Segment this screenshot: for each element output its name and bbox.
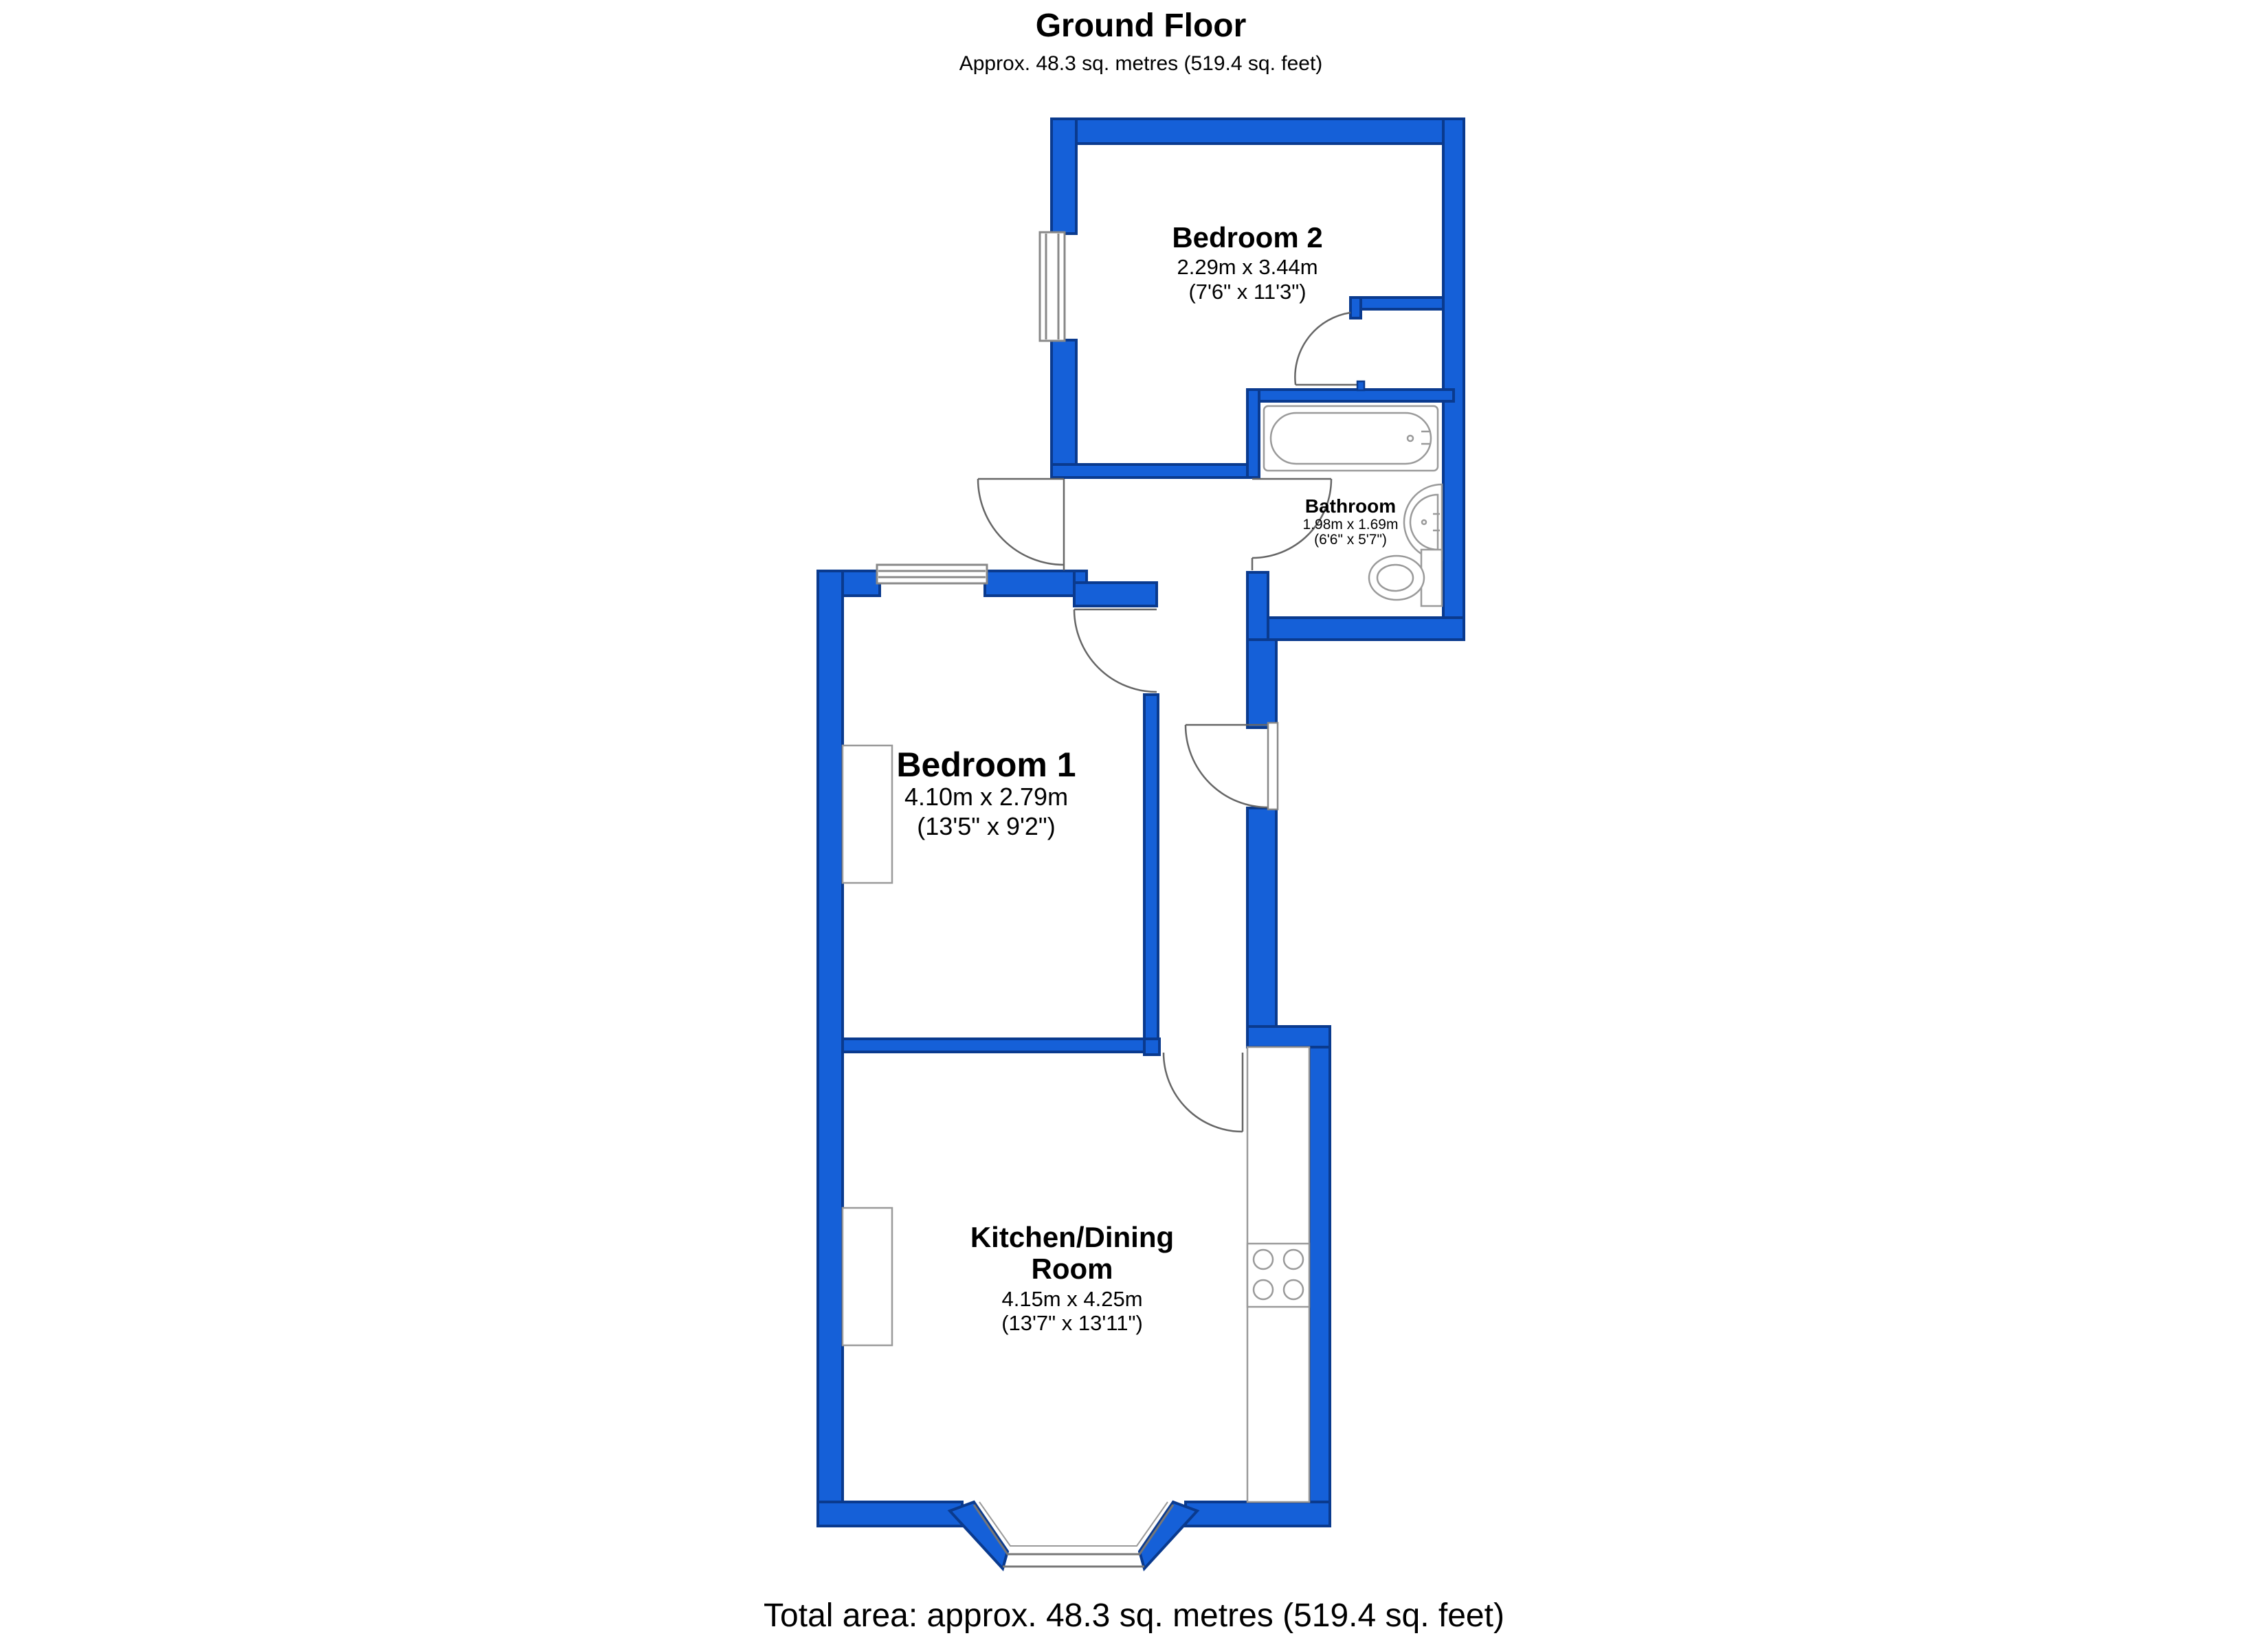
wall-closet-stub — [1350, 298, 1361, 318]
wall-bedroom2-left-lower — [1052, 340, 1076, 478]
wall-bath-top — [1247, 390, 1454, 401]
hob-ring-icon — [1284, 1250, 1303, 1269]
window-bedroom2-left — [1040, 232, 1065, 341]
room-dimensions-metric: 4.15m x 4.25m — [1001, 1287, 1143, 1311]
room-dimensions-imperial: (13'5" x 9'2") — [917, 812, 1056, 840]
plan-subtitle: Approx. 48.3 sq. metres (519.4 sq. feet) — [959, 52, 1323, 75]
room-dimensions-imperial: (6'6" x 5'7") — [1314, 532, 1387, 548]
room-dimensions-metric: 2.29m x 3.44m — [1177, 255, 1318, 279]
wall-b1-right — [1144, 695, 1158, 1052]
wall-kitchen-bottom-left — [818, 1502, 962, 1526]
room-dimensions-imperial: (13'7" x 13'11") — [1001, 1311, 1143, 1335]
window-bedroom1-top — [877, 565, 987, 583]
room-name-line2: Room — [1031, 1253, 1113, 1285]
room-label-bedroom2 — [1172, 221, 1322, 304]
hob-ring-icon — [1254, 1280, 1273, 1299]
kitchen-chimney-breast — [843, 1208, 892, 1345]
door-bedroom2-closet — [1295, 313, 1350, 385]
room-name: Bedroom 2 — [1172, 221, 1323, 254]
total-area: Total area: approx. 48.3 sq. metres (519.4 sq. feet) — [764, 1597, 1504, 1634]
wall-corridor-right-upper — [1247, 572, 1268, 640]
windows — [877, 232, 1065, 583]
wall-bedroom2-closet — [1350, 298, 1443, 309]
wall-corridor-right — [1247, 640, 1276, 728]
wall-bedroom2-right — [1443, 119, 1464, 640]
door-bedroom1 — [1074, 609, 1157, 692]
room-name: Bathroom — [1304, 495, 1397, 517]
wall-kitchen-bottom-right — [1186, 1502, 1330, 1526]
wall-b1-top-stub2 — [1074, 583, 1157, 606]
door-corridor-cupboard — [1186, 725, 1268, 807]
wall-b1-bottom-stub — [1144, 1039, 1159, 1055]
door-entrance — [978, 479, 1064, 565]
room-dimensions-metric: 4.10m x 2.79m — [904, 783, 1069, 811]
bedroom1-wardrobe — [843, 745, 892, 883]
wall-bedroom2-left-upper — [1052, 119, 1076, 234]
bay-window — [950, 1502, 1197, 1569]
wall-bedroom2-top — [1052, 119, 1464, 144]
room-label-bedroom1 — [896, 745, 1076, 840]
wall-b1-bottom — [843, 1039, 1158, 1052]
wall-b1-top-right — [985, 571, 1074, 596]
wall-bath-bottom — [1258, 618, 1464, 640]
plan-title: Ground Floor — [1035, 8, 1247, 44]
room-label-kitchen — [970, 1221, 1174, 1335]
wall-kitchen-right — [1309, 1027, 1330, 1526]
room-label-bathroom — [1303, 495, 1399, 548]
room-name: Bedroom 1 — [896, 745, 1076, 784]
wall-bath-left-upper — [1247, 390, 1259, 478]
hob-ring-icon — [1254, 1250, 1273, 1269]
wall-bedroom2-bottom — [1052, 464, 1252, 478]
room-name-line1: Kitchen/Dining — [970, 1221, 1175, 1253]
room-dimensions-metric: 1.98m x 1.69m — [1302, 517, 1399, 532]
room-dimensions-imperial: (7'6" x 11'3") — [1188, 280, 1307, 304]
door-kitchen — [1164, 1053, 1243, 1132]
hob-ring-icon — [1284, 1280, 1303, 1299]
wall-outer-left — [818, 571, 843, 1526]
wall-corridor-right-lower — [1247, 808, 1276, 1039]
wall-kitchen-right-top — [1247, 1027, 1330, 1047]
